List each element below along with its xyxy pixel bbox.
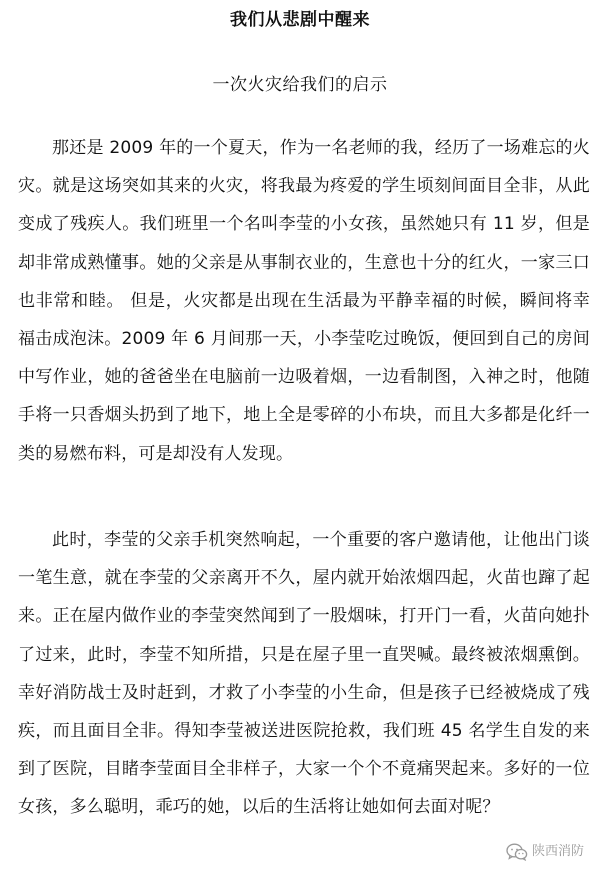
document-subtitle: 一次火灾给我们的启示 xyxy=(212,75,388,95)
paragraph-1: 那还是 2009 年的一个夏天，作为一名老师的我，经历了一场难忘的火灾。就是这场突如其来的火灾，将我最为疼爱的学生顷刻间面目全非，从此变成了残疾人。我们班里一个名叫李莹的小女孩，虽然她只有 11 岁，但是却非常成熟懂事。她的父亲是从事制衣业的，生意也十分的红火，一家三口也非常和睦。 但是，火灾都是出现在生活最为平静幸福的时候，瞬间将幸福击成泡沫。2009 年 6 月间那一天，小李莹吃过晚饭，便回到自己的房间中写作业，她的爸爸坐在电脑前一边吸着烟，一边看制图，入神之时，他随手将一只香烟头扔到了地下，地上全是零碎的小布块，而且大多都是化纤一类的易燃布料，可是却没有人发现。 xyxy=(18,138,590,464)
wechat-icon xyxy=(506,843,528,861)
document-title: 我们从悲剧中醒来 xyxy=(230,10,370,30)
paragraph-2: 此时，李莹的父亲手机突然响起，一个重要的客户邀请他，让他出门谈一笔生意，就在李莹的父亲离开不久，屋内就开始浓烟四起，火苗也蹿了起来。正在屋内做作业的李莹突然闻到了一股烟味，打开门一看，火苗向她扑了过来，此时，李莹不知所措，只是在屋子里一直哭喊。最终被浓烟熏倒。幸好消防战士及时赶到，才救了小李莹的小生命，但是孩子已经被烧成了残疾，而且面目全非。得知李莹被送进医院抢救，我们班 45 名学生自发的来到了医院，目睹李莹面目全非样子，大家一个个不竟痛哭起来。多好的一位女孩，多么聪明，乖巧的她，以后的生活将让她如何去面对呢？ xyxy=(18,530,590,818)
watermark xyxy=(506,843,584,861)
watermark-text: 陕西消防 xyxy=(531,844,584,859)
